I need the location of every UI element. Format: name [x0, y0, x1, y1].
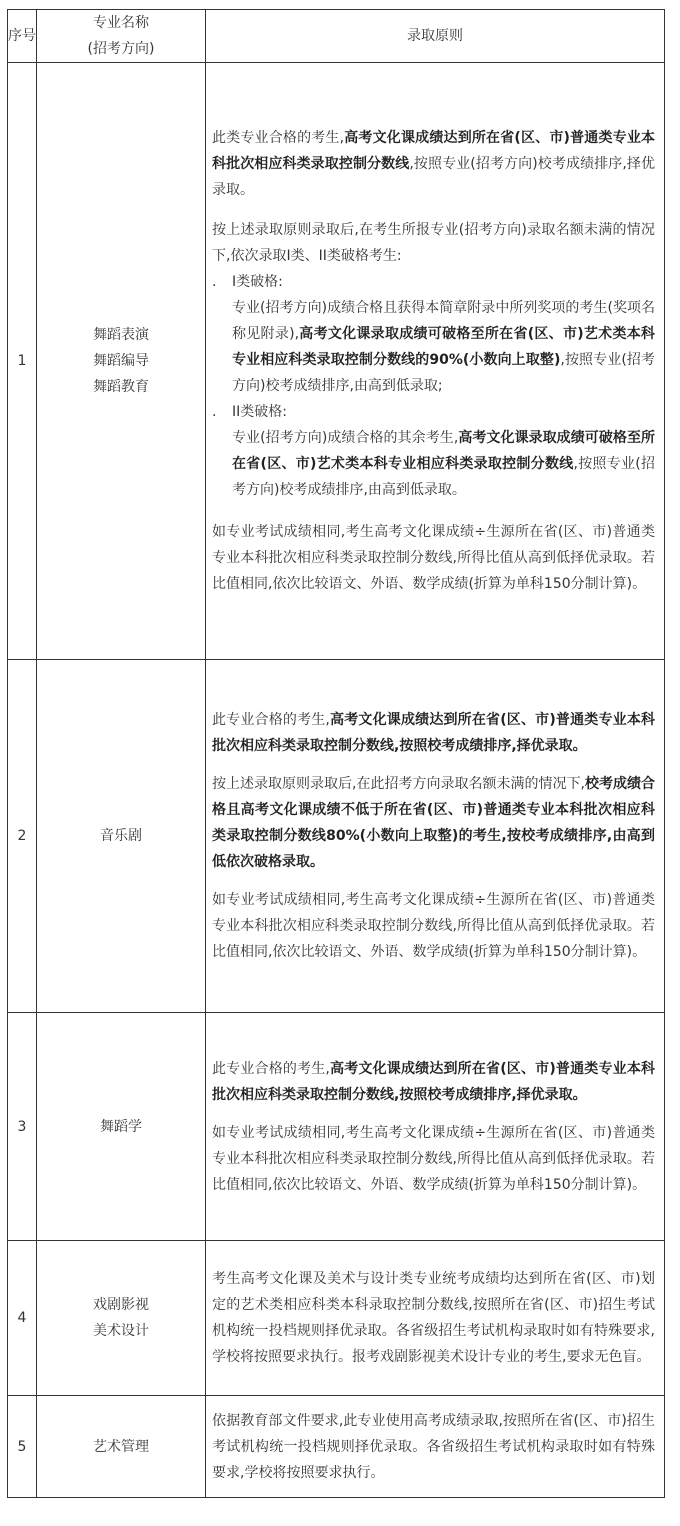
major-name-cell — [37, 1241, 206, 1396]
rule-paragraph: 按上述录取原则录取后,在此招考方向录取名额未满的情况下,校考成绩合格且高考文化课成绩不低于所在省(区、市)普通类专业本科批次相应科类录取控制分数线80%(小数向上取整)的考生,按校考成绩排序,由高到低依次破格录取。 — [212, 776, 655, 870]
major-name: 舞蹈学 — [100, 1118, 142, 1135]
row-no: 5 — [8, 1396, 37, 1498]
rule-cell — [206, 1013, 665, 1241]
row-no: 3 — [8, 1013, 37, 1241]
header-no: 序号 — [8, 10, 37, 63]
bullet-dot-icon: . — [212, 404, 217, 420]
bullet-title: I类破格: — [232, 274, 283, 290]
header-name-line2: (招考方向) — [87, 41, 155, 57]
rule-paragraph: 如专业考试成绩相同,考生高考文化课成绩÷生源所在省(区、市)普通类专业本科批次相应科类录取控制分数线,所得比值从高到低择优录取。若比值相同,依次比较语文、外语、数学成绩(折算为单科150分制计算)。 — [212, 892, 655, 960]
header-rule: 录取原则 — [206, 10, 665, 63]
table-row — [8, 1013, 665, 1241]
rule-paragraph — [212, 217, 655, 269]
admission-table — [7, 9, 665, 1498]
rule-paragraph: 考生高考文化课及美术与设计类专业统考成绩均达到所在省(区、市)划定的艺术类相应科类本科录取控制分数线,按照所在省(区、市)招生考试机构统一投档规则择优录取。各省级招生考试机构录取时如有特殊要求,学校将按照要求执行。报考戏剧影视美术设计专业的考生,要求无色盲。 — [212, 1271, 655, 1365]
rule-paragraph: 如专业考试成绩相同,考生高考文化课成绩÷生源所在省(区、市)普通类专业本科批次相应科类录取控制分数线,所得比值从高到低择优录取。若比值相同,依次比较语文、外语、数学成绩(折算为单科150分制计算)。 — [212, 1124, 655, 1193]
bullet-item — [212, 269, 655, 399]
table-row — [8, 660, 665, 1013]
table-row — [8, 1396, 665, 1498]
bullet-body: 专业(招考方向)成绩合格且获得本简章附录中所列奖项的考生(奖项名称见附录),高考文化课录取成绩可破格至所在省(区、市)艺术类本科专业相应科类录取控制分数线的90%(小数向上取整),按照专业(招考方向)校考成绩排序,由高到低录取; — [232, 300, 656, 394]
row-no: 2 — [8, 660, 37, 1013]
rule-paragraph — [212, 125, 655, 203]
rule-cell — [206, 63, 665, 660]
major-name: 艺术管理 — [93, 1438, 149, 1455]
row-no: 4 — [8, 1241, 37, 1396]
table-header-row — [8, 10, 665, 63]
rule-paragraph: 依据教育部文件要求,此专业使用高考成绩录取,按照所在省(区、市)招生考试机构统一投档规则择优录取。各省级招生考试机构录取时如有特殊要求,学校将按照要求执行。 — [212, 1412, 655, 1481]
rule-bold-text: 高考文化课成绩达到所在省(区、市)普通类专业本科批次相应科类录取控制分数线 — [212, 130, 656, 172]
major-name: 舞蹈表演 — [93, 327, 149, 343]
major-name: 美术设计 — [93, 1323, 149, 1339]
rule-paragraph — [212, 519, 655, 597]
table-row — [8, 63, 665, 660]
rule-cell — [206, 1241, 665, 1396]
rule-text: 按上述录取原则录取后,在考生所报专业(招考方向)录取名额未满的情况下,依次录取I类、II类破格考生: — [212, 222, 655, 264]
major-name-cell — [37, 660, 206, 1013]
bullet-body: 专业(招考方向)成绩合格的其余考生,高考文化课录取成绩可破格至所在省(区、市)艺术类本科专业相应科类录取控制分数线,按照专业(招考方向)校考成绩排序,由高到低录取。 — [232, 430, 655, 498]
bullet-dot-icon: . — [212, 274, 217, 290]
row-no: 1 — [8, 63, 37, 660]
rule-text: ,按照专业(招考方向)校考成绩排序,择优录取。 — [212, 156, 656, 198]
bullet-title: II类破格: — [232, 404, 287, 420]
major-name-cell — [37, 63, 206, 660]
major-name-cell — [37, 1396, 206, 1498]
header-name-line1: 专业名称 — [93, 15, 149, 31]
bullet-item — [212, 399, 655, 503]
rule-text: 此类专业合格的考生, — [212, 130, 345, 146]
major-name-cell — [37, 1013, 206, 1241]
major-name: 舞蹈编导 — [93, 353, 149, 369]
major-name: 舞蹈教育 — [93, 379, 149, 395]
header-major-name — [37, 10, 206, 63]
table-row — [8, 1241, 665, 1396]
rule-paragraph: 此专业合格的考生,高考文化课成绩达到所在省(区、市)普通类专业本科批次相应科类录取控制分数线,按照校考成绩排序,择优录取。 — [212, 1060, 655, 1103]
rule-paragraph: 此专业合格的考生,高考文化课成绩达到所在省(区、市)普通类专业本科批次相应科类录取控制分数线,按照校考成绩排序,择优录取。 — [212, 712, 655, 754]
major-name: 戏剧影视 — [93, 1297, 149, 1313]
rule-text: 如专业考试成绩相同,考生高考文化课成绩÷生源所在省(区、市)普通类专业本科批次相应科类录取控制分数线,所得比值从高到低择优录取。若比值相同,依次比较语文、外语、数学成绩(折算为单科150分制计算)。 — [212, 524, 655, 592]
rule-cell — [206, 660, 665, 1013]
rule-cell — [206, 1396, 665, 1498]
major-name: 音乐剧 — [100, 828, 142, 844]
